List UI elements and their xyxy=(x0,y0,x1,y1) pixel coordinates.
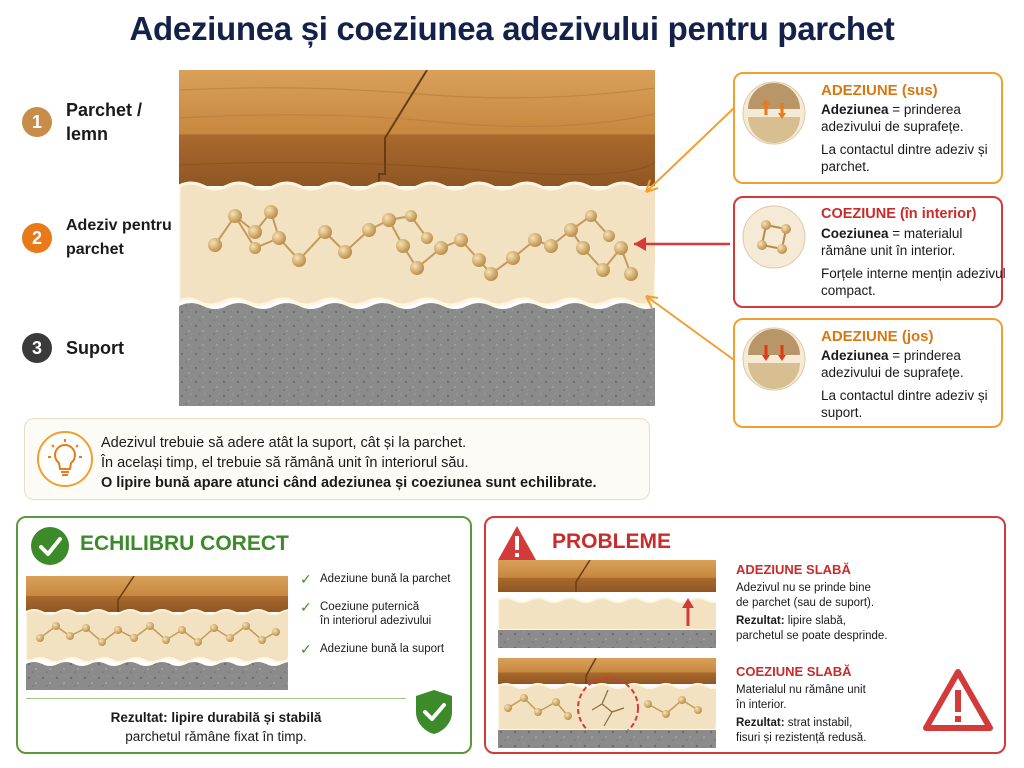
layer-badge: 1 xyxy=(22,107,52,137)
check-item: ✓ Adeziune bună la parchet xyxy=(300,571,451,587)
problem-weak-adhesion: ADEZIUNE SLABĂ Adezivul nu se prinde bine de parchet (sau de suport). Rezultat: lipire slabă, parchetul se poate desprinde. xyxy=(736,562,888,642)
card-cohesion: COEZIUNE (în interior) Coeziunea = materialul rămâne unit în interior. Forțele interne mențin adezivul compact. xyxy=(733,196,1003,308)
layer-badge: 2 xyxy=(22,223,52,253)
cohesion-molecule-icon xyxy=(742,205,806,269)
check-icon: ✓ xyxy=(300,641,312,657)
panel-problems xyxy=(484,516,1006,754)
layer-label-substrate: 3 Suport xyxy=(22,333,124,363)
check-icon: ✓ xyxy=(300,599,312,615)
weak-adhesion-illustration xyxy=(498,560,716,648)
check-item: ✓ Adeziune bună la suport xyxy=(300,641,445,657)
page-title: Adeziunea și coeziunea adezivului pentru parchet xyxy=(129,10,895,47)
wood-layer xyxy=(179,70,655,186)
connector-arrows xyxy=(630,90,740,420)
check-item: ✓ Coeziune puternică în interiorul adezivului xyxy=(300,599,432,627)
check-circle-icon xyxy=(30,526,70,566)
panel-correct-balance xyxy=(16,516,472,754)
card-adhesion-bottom: ADEZIUNE (jos) Adeziunea = prinderea adezivului de suprafețe. La contactul dintre adeziv și suport. xyxy=(733,318,1003,428)
layer-label-adhesive: 2 Adeziv pentru parchet xyxy=(22,214,172,262)
layer-label-wood: 1 Parchet / lemn xyxy=(22,98,142,146)
check-list xyxy=(300,572,470,670)
shield-check-icon xyxy=(414,688,454,736)
warning-icon xyxy=(496,524,538,562)
adhesion-down-icon xyxy=(742,327,806,391)
weak-cohesion-illustration xyxy=(498,658,716,748)
check-icon: ✓ xyxy=(300,571,312,587)
good-layers-illustration xyxy=(26,576,288,690)
card-adhesion-top: ADEZIUNE (sus) Adeziunea = prinderea adezivului de suprafețe. La contactul dintre adeziv și parchet. xyxy=(733,72,1003,184)
warning-triangle-icon xyxy=(922,668,994,732)
lightbulb-icon xyxy=(37,431,93,487)
panel-title: ECHILIBRU CORECT xyxy=(80,532,289,555)
problem-weak-cohesion: COEZIUNE SLABĂ Materialul nu rămâne unit în interior. Rezultat: strat instabil, fisuri și rezistență redusă. xyxy=(736,664,867,744)
layer-badge: 3 xyxy=(22,333,52,363)
divider xyxy=(26,698,406,699)
concrete-layer xyxy=(179,303,655,406)
summary-note: Adezivul trebuie să adere atât la suport, cât și la parchet. În același timp, el trebuie să rămână unit în interiorul său. O lipire bună apare atunci când adeziunea și coeziunea sunt echilibrate. xyxy=(24,418,650,500)
cross-section-diagram xyxy=(179,70,655,406)
adhesion-up-icon xyxy=(742,81,806,145)
good-result: Rezultat: lipire durabilă și stabilă parchetul rămâne fixat în timp. xyxy=(110,710,322,744)
panel-title: PROBLEME xyxy=(552,530,672,553)
